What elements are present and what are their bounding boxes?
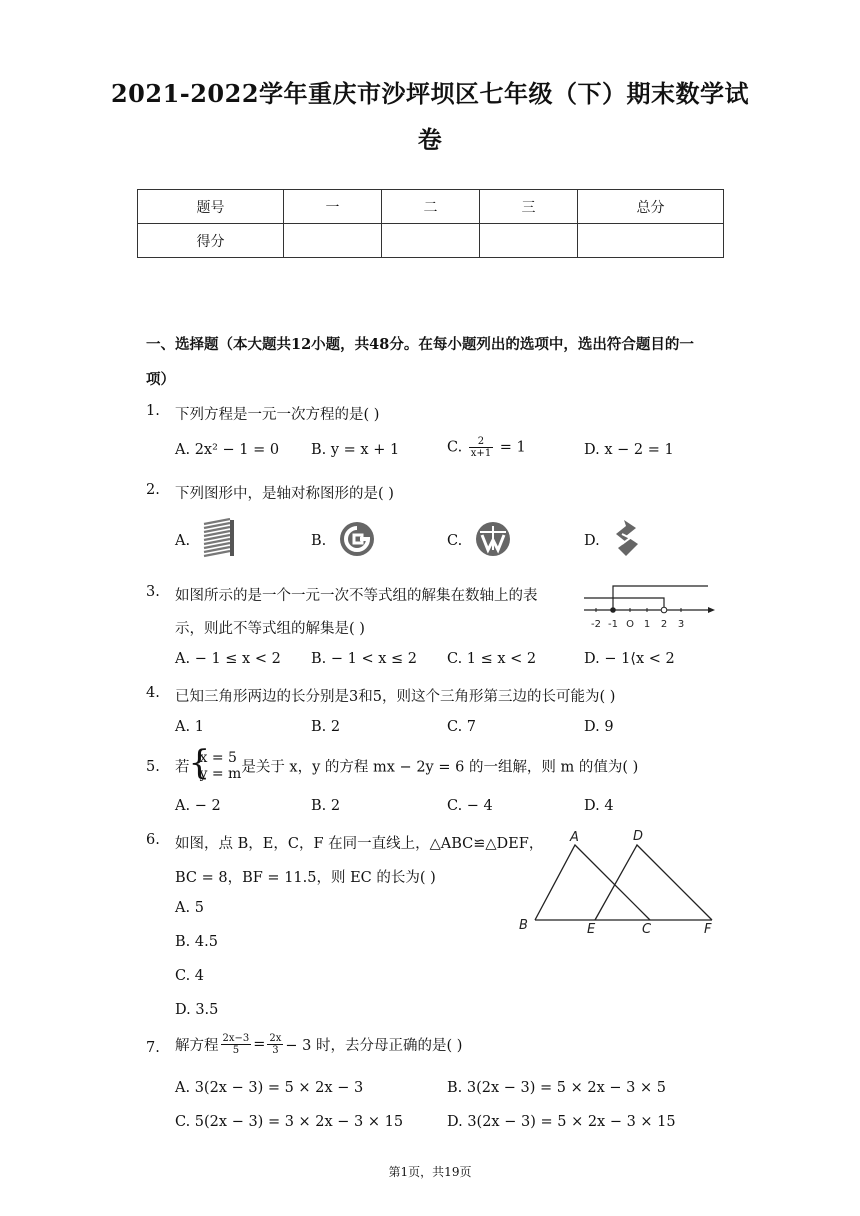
question-rest: 是关于 x，y 的方程 mx − 2y = 6 的一组解，则 m 的值为( ) [241, 759, 639, 776]
question-number: 4. [146, 685, 160, 701]
point-label: B [519, 918, 528, 933]
point-label: C [642, 922, 652, 937]
option-c-rest: = 1 [499, 439, 526, 456]
question-text [175, 1033, 462, 1056]
question-text: 如图所示的是一个一元一次不等式组的解集在数轴上的表 [175, 588, 538, 604]
system-line: y = m [199, 766, 242, 783]
page-footer: 第1页，共19页 [388, 1165, 472, 1179]
section-heading-continued: 项） [146, 371, 175, 388]
fraction [469, 436, 493, 459]
score-header-cell: 三 [480, 190, 578, 224]
g-ring-logo-icon [338, 520, 376, 558]
option-b: B. y = x + 1 [311, 442, 400, 458]
question-rest: − 3 时，去分母正确的是( ) [285, 1038, 463, 1054]
option-a-label: A. [175, 533, 191, 549]
axis-tick: -2 [591, 619, 601, 630]
question-prefix: 解方程 [175, 1038, 219, 1054]
triangles-figure [515, 823, 725, 938]
option-b: B. 3(2x − 3) = 5 × 2x − 3 × 5 [447, 1080, 666, 1096]
option-d: D. 4 [584, 798, 614, 814]
page-title-continued: 卷 [417, 125, 443, 154]
score-cell [382, 224, 480, 258]
option-a: A. 5 [175, 900, 204, 916]
axis-tick: 2 [660, 619, 668, 630]
question-text: 如图，点 B，E，C，F 在同一直线上，△ABC≌△DEF， [175, 836, 544, 852]
fraction-denominator: x+1 [470, 448, 492, 459]
option-c-label: C. [447, 439, 463, 456]
option-a: A. − 2 [175, 798, 221, 814]
option-d: D. − 1⟨x < 2 [584, 651, 675, 667]
score-cell [578, 224, 724, 258]
question-text: 已知三角形两边的长分别是3和5，则这个三角形第三边的长可能为( ) [175, 689, 616, 705]
page-title: 2021-2022学年重庆市沙坪坝区七年级（下）期末数学试 [110, 79, 750, 108]
system-line: { x = 5 [199, 750, 237, 766]
question-text: 下列图形中，是轴对称图形的是( ) [175, 486, 394, 502]
point-label: F [704, 922, 712, 937]
option-b: B. 2 [311, 719, 341, 735]
question-number: 3. [146, 584, 160, 600]
option-c: C. 4 [175, 968, 205, 984]
score-table-score-row [138, 224, 724, 258]
option-d: D. 3(2x − 3) = 5 × 2x − 3 × 15 [447, 1114, 676, 1130]
question-number: 7. [146, 1040, 160, 1056]
section-heading: 一、选择题（本大题共12小题，共48分。在每小题列出的选项中，选出符合题目的一 [146, 336, 694, 353]
zigzag-logo-icon [612, 518, 642, 560]
question-number: 2. [146, 482, 160, 498]
axis-tick: 1 [643, 619, 651, 630]
question-number: 5. [146, 759, 160, 775]
option-c: C. − 4 [447, 798, 493, 814]
axis-tick: -1 [608, 619, 618, 630]
axis-tick: O [626, 619, 634, 630]
score-header-cell: 题号 [138, 190, 284, 224]
option-a: A. 2x² − 1 = 0 [175, 442, 280, 458]
equation-system [192, 750, 242, 782]
axis-tick: 3 [677, 619, 685, 630]
fraction-numerator: 2x−3 [222, 1033, 250, 1044]
score-header-cell: 二 [382, 190, 480, 224]
point-label: D [633, 829, 644, 844]
fraction-denominator: 5 [232, 1045, 240, 1056]
fraction [267, 1033, 283, 1056]
question-text-continued: 示，则此不等式组的解集是( ) [175, 621, 365, 637]
option-c: C. 7 [447, 719, 477, 735]
point-label: E [587, 922, 596, 937]
closed-point [610, 607, 616, 613]
question-number: 6. [146, 832, 160, 848]
score-header-cell: 总分 [578, 190, 724, 224]
option-b: B. 2 [311, 798, 341, 814]
option-d: D. x − 2 = 1 [584, 442, 674, 458]
score-row-label: 得分 [138, 224, 284, 258]
option-a: A. 3(2x − 3) = 5 × 2x − 3 [175, 1080, 364, 1096]
option-c: C. 5(2x − 3) = 3 × 2x − 3 × 15 [175, 1114, 404, 1130]
fraction-numerator: 2 [469, 436, 493, 448]
score-table-header-row [138, 190, 724, 224]
question-text [175, 750, 638, 782]
option-c: C. 1 ≤ x < 2 [447, 651, 537, 667]
option-c [447, 436, 526, 459]
circle-w-logo-icon [474, 520, 512, 558]
score-cell [480, 224, 578, 258]
option-d-label: D. [584, 533, 600, 549]
option-d: D. 3.5 [175, 1002, 219, 1018]
score-cell [284, 224, 382, 258]
question-prefix: 若 [175, 759, 190, 776]
option-c-label: C. [447, 533, 463, 549]
question-text-continued: BC = 8，BF = 11.5，则 EC 的长为( ) [175, 870, 436, 886]
option-b: B. 4.5 [175, 934, 218, 950]
score-header-cell: 一 [284, 190, 382, 224]
option-b-label: B. [311, 533, 327, 549]
equals-sign: = [253, 1036, 266, 1053]
number-line-figure [578, 580, 718, 634]
score-table [137, 189, 724, 258]
question-text: 下列方程是一元一次方程的是( ) [175, 407, 380, 423]
question-number: 1. [146, 403, 160, 419]
striped-stack-icon [200, 518, 240, 560]
fraction [221, 1033, 252, 1056]
fraction-numerator: 2x [269, 1033, 282, 1044]
option-d: D. 9 [584, 719, 614, 735]
open-point [661, 607, 667, 613]
option-a: A. 1 [175, 719, 204, 735]
fraction-denominator: 3 [272, 1045, 279, 1056]
option-a: A. − 1 ≤ x < 2 [175, 651, 281, 667]
option-b: B. − 1 < x ≤ 2 [311, 651, 417, 667]
point-label: A [570, 830, 579, 845]
